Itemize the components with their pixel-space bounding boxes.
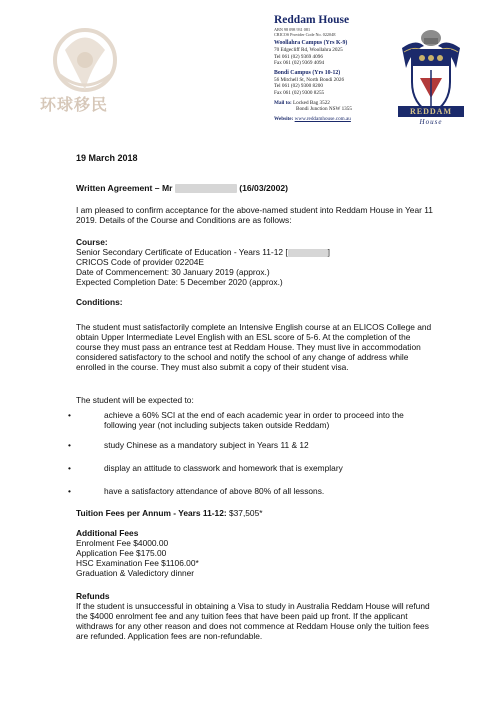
mail-label: Mail to:: [274, 99, 292, 106]
course-line4: Expected Completion Date: 5 December 2020 (approx.): [76, 277, 283, 287]
conditions-paragraph: The student must satisfactorily complete an Intensive English course at an ELICOS College and obtain Upper Intermediate Level English with an ESL score of 5-6. At the completion of the course they must pass an entrance test at Reddam House. They must live in accommodation considered satisfactory to the school and notify the school of any change of address while enrolled in the course. They must also submit a copy of their student visa.: [76, 322, 432, 372]
campus-woollahra-tel: Tel 061 (02) 9369 4096: [274, 53, 323, 60]
campus-woollahra-title: Woollahra Campus (Yrs K-9): [274, 40, 348, 46]
bullet-text: study Chinese as a mandatory subject in Years 11 & 12: [104, 440, 309, 450]
tuition-label: Tuition Fees per Annum - Years 11-12:: [76, 508, 227, 518]
course-bracket: ]: [327, 247, 330, 257]
web-url[interactable]: www.reddamhouse.com.au: [294, 115, 351, 122]
course-line2: CRICOS Code of provider 02204E: [76, 257, 205, 267]
abn-line: ABN 98 098 931 081: [274, 27, 311, 32]
conditions-heading: Conditions:: [76, 297, 123, 307]
website: [274, 116, 392, 122]
campus-woollahra-fax: Fax 061 (02) 9369 4094: [274, 60, 325, 67]
tuition-line: [76, 508, 436, 518]
mail-line1: Locked Bag 3522: [293, 99, 330, 106]
school-name: Reddam House: [274, 14, 350, 26]
refunds-heading: Refunds: [76, 591, 110, 601]
course-title: Senior Secondary Certificate of Education - Years 11-12 [: [76, 247, 288, 257]
course-line1: [76, 247, 436, 257]
bullet-icon: •: [68, 486, 71, 496]
bullet-icon: •: [68, 440, 71, 450]
watermark-text: 环球移民: [40, 95, 109, 114]
redacted-name: [175, 184, 237, 193]
bullet-icon: •: [68, 463, 71, 473]
fee-item: Enrolment Fee $4000.00: [76, 538, 169, 548]
fee-item: Application Fee $175.00: [76, 548, 167, 558]
campus-bondi-tel: Tel 061 (02) 9300 8200: [274, 83, 323, 90]
bullet-text: achieve a 60% SCI at the end of each academic year in order to proceed into the following year (not including subjects taken outside Reddam): [104, 410, 404, 430]
bullet-icon: •: [68, 410, 71, 420]
crest-subtitle: House: [419, 118, 443, 126]
redacted-course: [288, 249, 328, 257]
refunds-paragraph: If the student is unsuccessful in obtaining a Visa to study in Australia Reddam House will refund the $4000 enrolment fee and any tuition fees that have been paid up front. If the applicant withdraws for any other reason and does not commence at Reddam House only the tuition fees are refunded. Application fees are non-refundable.: [76, 601, 430, 641]
fee-item: HSC Examination Fee $1106.00*: [76, 558, 199, 568]
bullet-text: display an attitude to classwork and homework that is exemplary: [104, 463, 343, 473]
agreement-dob: (16/03/2002): [239, 183, 288, 193]
letter-date: 19 March 2018: [76, 153, 138, 163]
campus-bondi-address: 56 Mitchell St, North Bondi 2026: [274, 76, 345, 83]
course-line3: Date of Commencement: 30 January 2019 (approx.): [76, 267, 270, 277]
campus-bondi-title: Bondi Campus (Yrs 10-12): [274, 69, 341, 76]
cricos-line: CRICOS Provider Code No. 02204E: [274, 32, 336, 37]
intro-paragraph: I am pleased to confirm acceptance for the above-named student into Reddam House in Year 11 2019. Details of the Course and Conditions are as follows:: [76, 205, 433, 225]
fees-heading: Additional Fees: [76, 528, 139, 538]
bullet-text: have a satisfactory attendance of above 80% of all lessons.: [104, 486, 325, 496]
agreement-line: [76, 183, 288, 193]
crest-name: REDDAM: [398, 106, 464, 117]
fee-item: Graduation & Valedictory dinner: [76, 568, 195, 578]
mail-line2: Bondi Junction NSW 1355: [296, 106, 352, 113]
expected-intro: The student will be expected to:: [76, 395, 194, 405]
web-label: Website:: [274, 115, 294, 122]
campus-woollahra-address: 70 Edgecliff Rd, Woollahra 2025: [274, 47, 343, 53]
course-heading: Course:: [76, 237, 108, 247]
mail-to: [274, 100, 392, 107]
tuition-value: $37,505*: [226, 508, 263, 518]
letterhead: [274, 14, 392, 122]
agreement-prefix: Written Agreement – Mr: [76, 183, 173, 193]
campus-bondi-fax: Fax 061 (02) 9300 8255: [274, 89, 325, 96]
